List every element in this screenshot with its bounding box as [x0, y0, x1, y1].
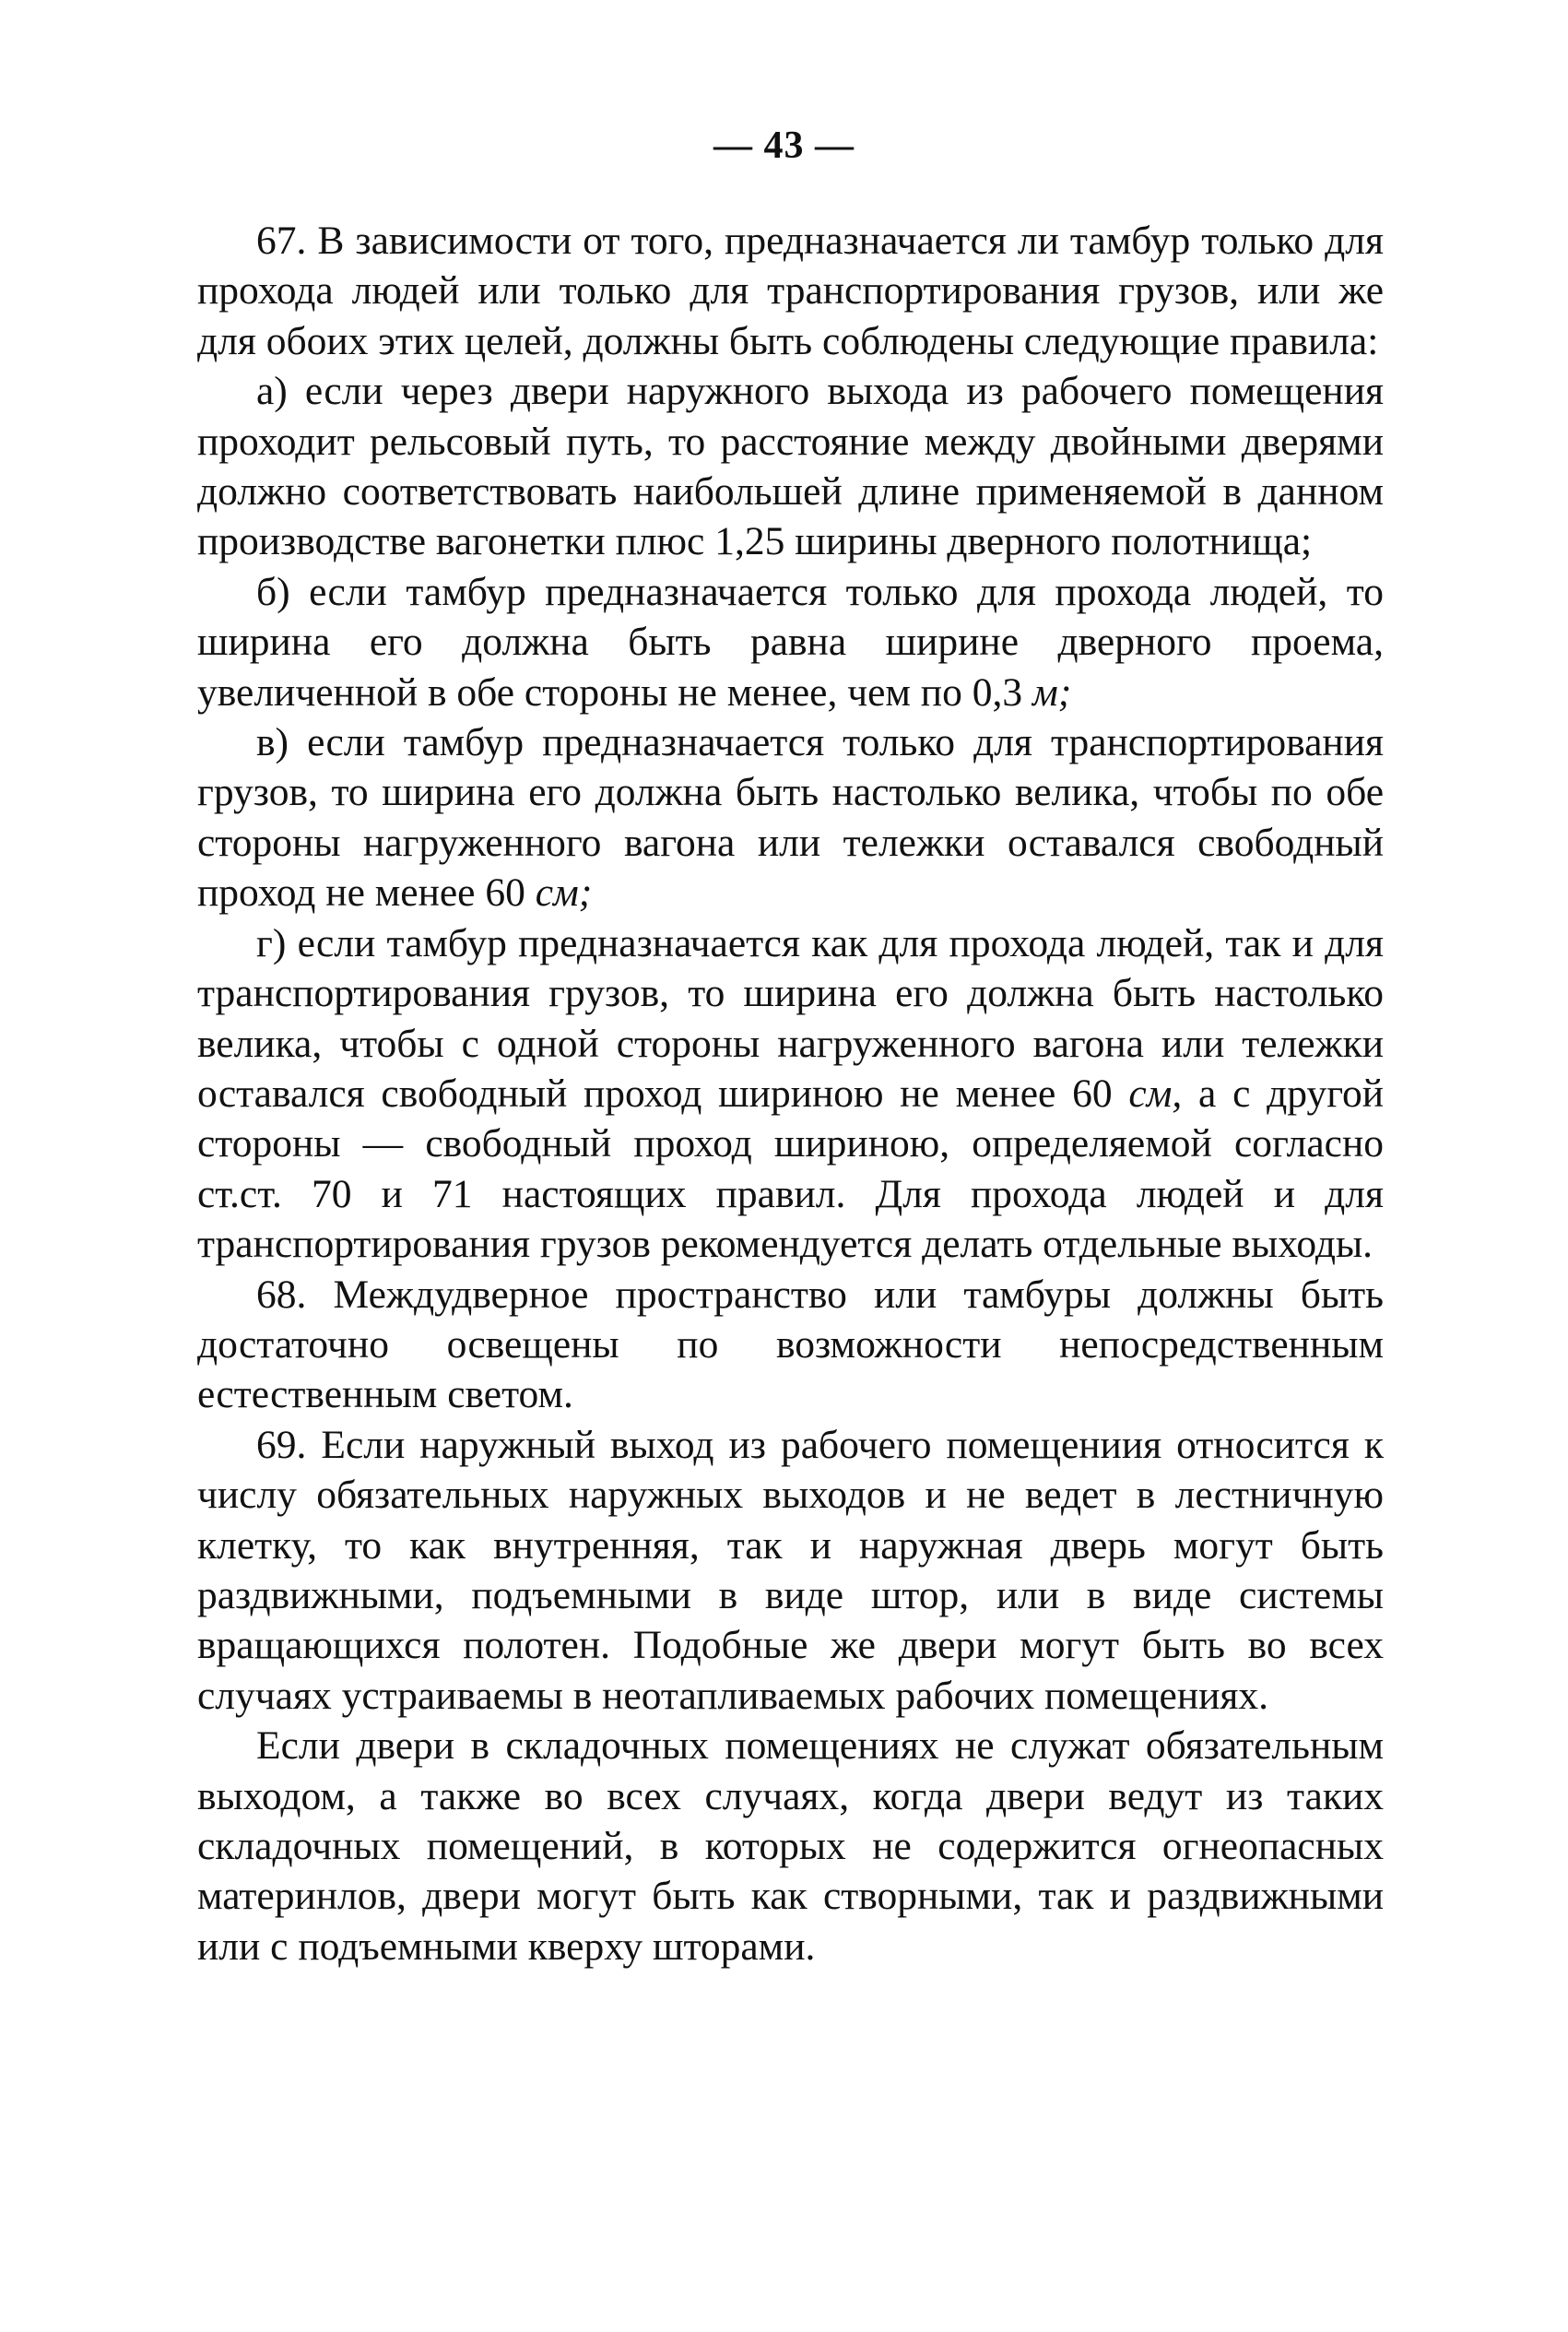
paragraph-text: 68. Междудверное пространство или тамбуры должны быть достаточно освещены по возможности непосредственным естественным светом. — [197, 1272, 1384, 1417]
paragraph-text: б) если тамбур предназначается только для прохода людей, то ширина его должна быть равна ширине дверного проема, увеличенной в обе стороны не менее, чем по 0,3 — [197, 569, 1384, 715]
paragraph-text: в) если тамбур предназначается только для транспортирования грузов, то ширина его должна быть настолько велика, чтобы по обе стороны нагруженного вагона или тележки оставался свободный проход не менее 60 — [197, 720, 1384, 916]
paragraph-67-v — [197, 717, 1384, 918]
paragraph-67-g — [197, 918, 1384, 1270]
unit-italic: см; — [535, 870, 593, 916]
paragraph-text: Если двери в складочных помещениях не служат обязательным выходом, а также во всех случаях, когда двери ведут из таких складочных помещений, в которых не содержится огнеопасных материнлов, двери могут быть как створными, так и раздвижными или с подъемными кверху шторами. — [197, 1723, 1384, 1969]
unit-italic: см, — [1128, 1071, 1183, 1116]
paragraph-67 — [197, 216, 1384, 366]
paragraph-69 — [197, 1420, 1384, 1721]
unit-italic: м; — [1032, 669, 1072, 715]
paragraph-text: а) если через двери наружного выхода из рабочего помещения проходит рельсовый путь, то расстояние между двойными дверями должно соответствовать наибольшей длине применяемой в данном производстве вагонетки плюс 1,25 ширины дверного полотнища; — [197, 369, 1384, 564]
paragraph-text: г) если тамбур предназначается как для прохода людей, так и для транспортирования грузов, то ширина его должна быть настолько велика, чтобы с одной стороны нагруженного вагона или тележки оставался свободный проход шириною не менее 60 — [197, 920, 1384, 1116]
page-number: — 43 — — [713, 124, 855, 167]
paragraph-69-continued — [197, 1721, 1384, 1971]
paragraph-67-b — [197, 567, 1384, 717]
paragraph-text: 67. В зависимости от того, предназначается ли тамбур только для прохода людей или только для транспортирования грузов, или же для обоих этих целей, должны быть соблюдены следующие правила: — [197, 219, 1384, 363]
paragraph-text: а с другой стороны — свободный проход шириною, определяемой согласно ст.ст. 70 и 71 настоящих правил. Для прохода людей и для транспортирования грузов рекомендуется делать отдельные выходы. — [197, 1071, 1384, 1267]
paragraph-67-a — [197, 366, 1384, 567]
paragraph-text: 69. Если наружный выход из рабочего помещениия относится к числу обязательных наружных выходов и не ведет в лестничную клетку, то как внутренняя, так и наружная дверь могут быть раздвижными, подъемными в виде штор, или в виде системы вращающихся полотен. Подобные же двери могут быть во всех случаях устраиваемы в неотапливаемых рабочих помещениях. — [197, 1422, 1384, 1718]
body-text — [197, 216, 1384, 1971]
paragraph-68 — [197, 1270, 1384, 1420]
